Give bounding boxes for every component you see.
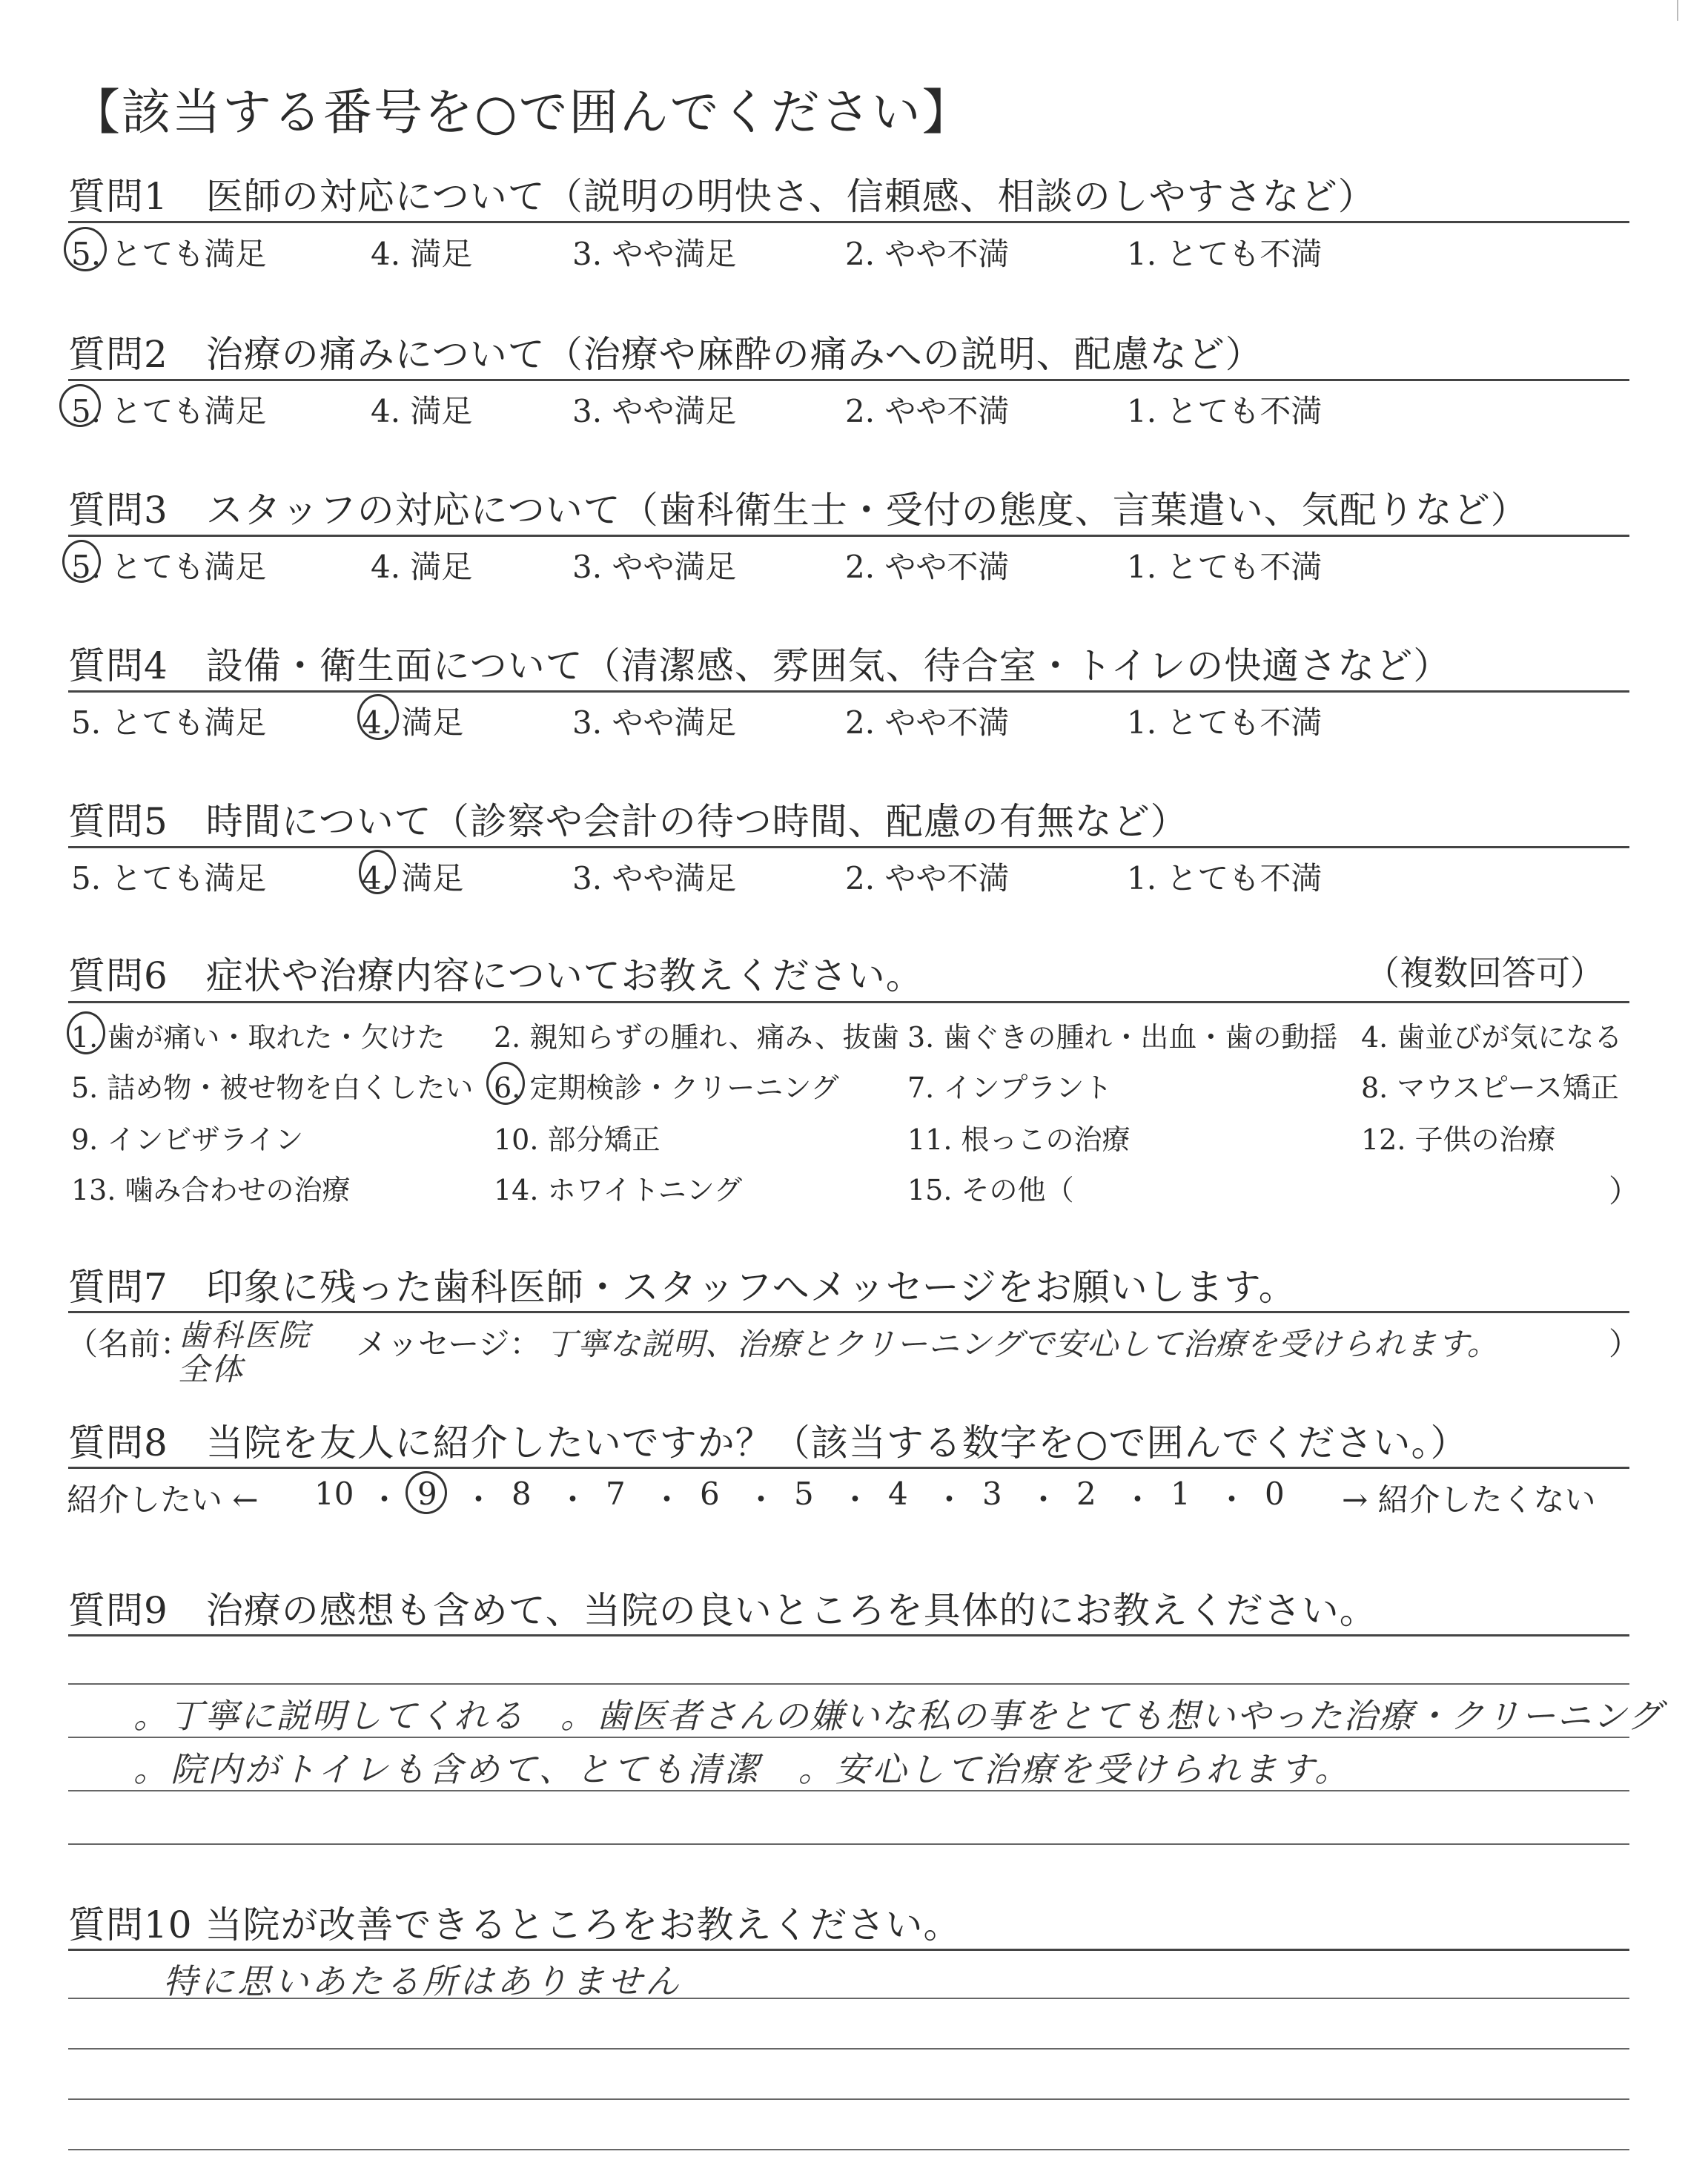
q4-option-1[interactable]: 1. とても不満 — [1127, 704, 1323, 741]
recommend-scale-0[interactable]: 0 — [1265, 1476, 1285, 1512]
q6-option-4[interactable]: 4. 歯並びが気になる — [1361, 1021, 1623, 1054]
q6-option-7[interactable]: 7. インプラント — [907, 1071, 1113, 1104]
q6-option-2[interactable]: 2. 親知らずの腫れ、痛み、抜歯 — [494, 1021, 899, 1054]
recommend-scale-2[interactable]: 2 — [1076, 1476, 1096, 1512]
q4-option-3[interactable]: 3. やや満足 — [572, 704, 737, 741]
q6-option-5[interactable]: 5. 詰め物・被せ物を白くしたい — [71, 1071, 474, 1104]
q5-option-4[interactable]: 4. 満足 — [362, 860, 464, 896]
q4-selection-circle — [357, 694, 399, 740]
q10-answer-line-2 — [68, 2048, 1629, 2050]
q7-close-paren: ） — [1609, 1326, 1641, 1362]
scale-separator-dot: ・ — [463, 1482, 494, 1518]
question-6-rule — [68, 1001, 1629, 1003]
recommend-right-label: → 紹介したくない — [1342, 1482, 1596, 1518]
question-6-label: 質問6 症状や治療内容についてお教えください。 — [68, 954, 924, 997]
recommend-left-label: 紹介したい ← — [67, 1482, 259, 1518]
q1-option-3[interactable]: 3. やや満足 — [572, 236, 737, 272]
question-2-label: 質問2 治療の痛みについて（治療や麻酔の痛みへの説明、配慮など） — [68, 333, 1263, 376]
question-1-label: 質問1 医師の対応について（説明の明快さ、信頼感、相談のしやすさなど） — [68, 175, 1376, 218]
q6-other-close-paren: ） — [1609, 1173, 1641, 1209]
recommend-scale-6[interactable]: 6 — [700, 1476, 720, 1512]
q7-message-value[interactable]: 丁寧な説明、治療とクリーニングで安心して治療を受けられます。 — [546, 1326, 1499, 1362]
scale-separator-dot: ・ — [651, 1482, 683, 1518]
question-8-rule — [68, 1467, 1629, 1469]
q6-option-8[interactable]: 8. マウスピース矯正 — [1361, 1071, 1619, 1104]
recommend-scale-5[interactable]: 5 — [794, 1476, 814, 1512]
q6-selection-circle-1 — [67, 1011, 105, 1054]
q6-option-14[interactable]: 14. ホワイトニング — [494, 1174, 743, 1206]
recommend-scale-7[interactable]: 7 — [606, 1476, 626, 1512]
scale-separator-dot: ・ — [557, 1482, 589, 1518]
q9-answer-text-1[interactable]: 。丁寧に説明してくれる 。歯医者さんの嫌いな私の事をとても想いやった治療・クリーニング — [133, 1696, 1664, 1736]
q2-option-3[interactable]: 3. やや満足 — [572, 393, 737, 429]
q6-option-11[interactable]: 11. 根っこの治療 — [907, 1123, 1131, 1156]
question-5-rule — [68, 846, 1629, 848]
question-8-label: 質問8 当院を友人に紹介したいですか？（該当する数字を○で囲んでください。） — [68, 1421, 1469, 1464]
q3-option-1[interactable]: 1. とても不満 — [1127, 549, 1323, 585]
q6-option-10[interactable]: 10. 部分矯正 — [494, 1123, 661, 1156]
q9-answer-text-2[interactable]: 。院内がトイレも含めて、とても清潔 。安心して治療を受けられます。 — [133, 1749, 1352, 1789]
q5-option-3[interactable]: 3. やや満足 — [572, 860, 737, 896]
question-5-label: 質問5 時間について（診察や会計の待つ時間、配慮の有無など） — [68, 800, 1188, 843]
recommend-selection-circle — [406, 1471, 447, 1514]
q6-option-15[interactable]: 15. その他（ — [907, 1174, 1074, 1206]
recommend-scale-9[interactable]: 9 — [417, 1476, 437, 1512]
q2-option-1[interactable]: 1. とても不満 — [1127, 393, 1323, 429]
q5-option-5[interactable]: 5. とても満足 — [71, 860, 267, 896]
form-title: 【該当する番号を○で囲んでください】 — [71, 84, 973, 141]
q9-answer-line-1 — [68, 1683, 1629, 1685]
question-10-rule — [68, 1949, 1629, 1951]
q2-option-5[interactable]: 5. とても満足 — [71, 393, 267, 429]
q10-answer-line-4 — [68, 2149, 1629, 2150]
recommend-scale-10[interactable]: 10 — [314, 1476, 354, 1512]
scale-separator-dot: ・ — [368, 1482, 400, 1518]
q3-selection-circle — [62, 540, 101, 583]
question-4-rule — [68, 690, 1629, 693]
q1-option-1[interactable]: 1. とても不満 — [1127, 236, 1323, 272]
q6-selection-circle-6 — [486, 1062, 525, 1105]
scale-separator-dot: ・ — [745, 1482, 777, 1518]
q5-option-2[interactable]: 2. やや不満 — [845, 860, 1010, 896]
q1-option-2[interactable]: 2. やや不満 — [845, 236, 1010, 272]
question-7-rule — [68, 1311, 1629, 1313]
q2-option-2[interactable]: 2. やや不満 — [845, 393, 1010, 429]
question-9-rule — [68, 1634, 1629, 1636]
q4-option-4[interactable]: 4. 満足 — [362, 704, 464, 741]
question-10-label: 質問10 当院が改善できるところをお教えください。 — [68, 1903, 961, 1946]
question-9-label: 質問9 治療の感想も含めて、当院の良いところを具体的にお教えください。 — [68, 1589, 1377, 1632]
q6-option-1[interactable]: 1. 歯が痛い・取れた・欠けた — [71, 1021, 446, 1054]
question-7-label: 質問7 印象に残った歯科医師・スタッフへメッセージをお願いします。 — [68, 1266, 1297, 1309]
question-4-label: 質問4 設備・衛生面について（清潔感、雰囲気、待合室・トイレの快適さなど） — [68, 644, 1452, 687]
q5-selection-circle — [359, 850, 396, 894]
question-3-label: 質問3 スタッフの対応について（歯科衛生士・受付の態度、言葉遣い、気配りなど） — [68, 489, 1529, 532]
q6-option-9[interactable]: 9. インビザライン — [71, 1123, 304, 1156]
q7-name-value[interactable]: 歯科医院 全体 — [178, 1317, 312, 1387]
q3-option-2[interactable]: 2. やや不満 — [845, 549, 1010, 585]
q6-option-3[interactable]: 3. 歯ぐきの腫れ・出血・歯の動揺 — [907, 1021, 1338, 1054]
q1-option-5[interactable]: 5. とても満足 — [71, 236, 267, 272]
q3-option-3[interactable]: 3. やや満足 — [572, 549, 737, 585]
scan-edge-mark — [1677, 0, 1689, 21]
q5-option-1[interactable]: 1. とても不満 — [1127, 860, 1323, 896]
q9-answer-line-4 — [68, 1843, 1629, 1845]
q6-option-13[interactable]: 13. 噛み合わせの治療 — [71, 1174, 351, 1206]
q7-name-label: （名前： — [67, 1326, 192, 1362]
multiple-answers-note: （複数回答可） — [1366, 953, 1604, 993]
q1-option-4[interactable]: 4. 満足 — [371, 236, 473, 272]
q4-option-5[interactable]: 5. とても満足 — [71, 704, 267, 741]
recommend-scale-8[interactable]: 8 — [512, 1476, 532, 1512]
question-2-rule — [68, 379, 1629, 381]
scale-separator-dot: ・ — [839, 1482, 871, 1518]
q2-option-4[interactable]: 4. 満足 — [371, 393, 473, 429]
q3-option-4[interactable]: 4. 満足 — [371, 549, 473, 585]
q10-answer-text[interactable]: 特に思いあたる所はありません — [163, 1961, 682, 2001]
scale-separator-dot: ・ — [1216, 1482, 1248, 1518]
q2-selection-circle — [59, 384, 101, 427]
q4-option-2[interactable]: 2. やや不満 — [845, 704, 1010, 741]
q6-option-6[interactable]: 6. 定期検診・クリーニング — [494, 1071, 839, 1104]
scale-separator-dot: ・ — [1027, 1482, 1059, 1518]
question-1-rule — [68, 221, 1629, 223]
q3-option-5[interactable]: 5. とても満足 — [71, 549, 267, 585]
question-3-rule — [68, 535, 1629, 537]
recommend-scale-1[interactable]: 1 — [1171, 1476, 1191, 1512]
q10-answer-line-3 — [68, 2098, 1629, 2100]
q6-option-12[interactable]: 12. 子供の治療 — [1361, 1123, 1556, 1156]
q7-message-label: メッセージ： — [356, 1326, 541, 1362]
scale-separator-dot: ・ — [933, 1482, 965, 1518]
recommend-scale-3[interactable]: 3 — [982, 1476, 1002, 1512]
scale-separator-dot: ・ — [1122, 1482, 1153, 1518]
q1-selection-circle — [64, 227, 107, 271]
recommend-scale-4[interactable]: 4 — [888, 1476, 908, 1512]
